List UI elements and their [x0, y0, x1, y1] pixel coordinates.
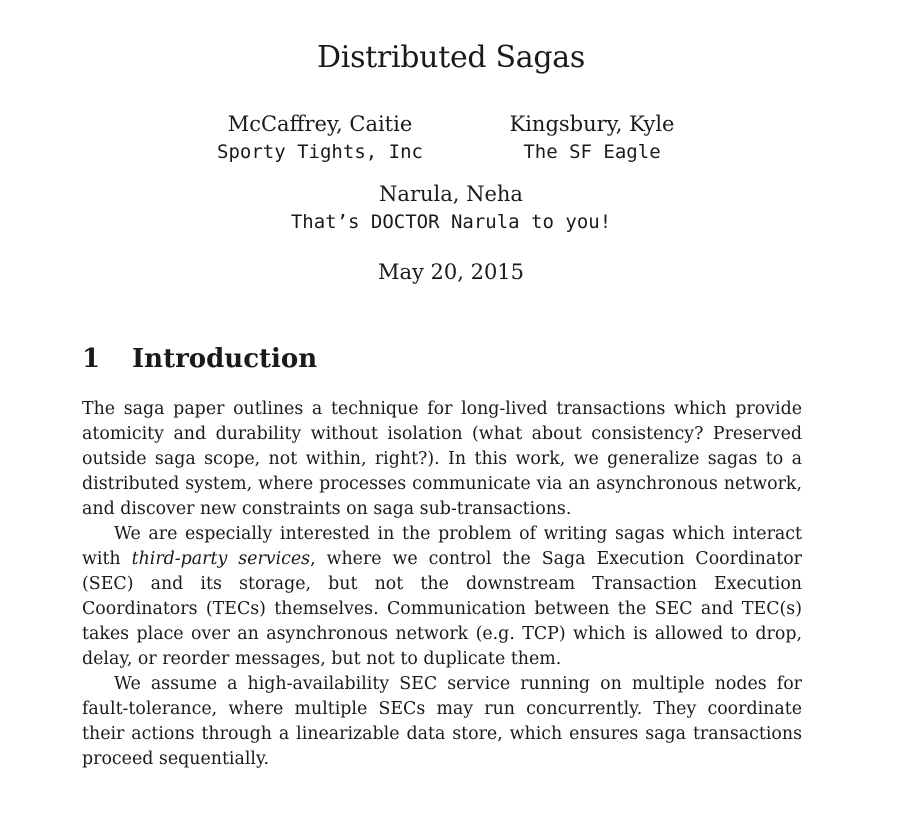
paragraph-2-emphasis: third-party services: [131, 549, 311, 569]
paper-title: Distributed Sagas: [317, 40, 585, 75]
author-block-kingsbury: [462, 110, 722, 166]
paragraph-2-text-start: We are especially interested in the problem of writing sagas which interact with: [82, 524, 802, 569]
paper-date: May 20, 2015: [377, 260, 525, 284]
section-title: Introduction: [132, 344, 318, 374]
author-affiliation: The SF Eagle: [523, 141, 661, 163]
section-heading: [82, 342, 317, 376]
author-affiliation: Sporty Tights, Inc: [217, 141, 423, 163]
author-block-mccaffrey: [190, 110, 450, 166]
section-body: [82, 397, 802, 772]
paragraph-2: [82, 522, 802, 672]
paragraph-1: The saga paper outlines a technique for long-lived transactions which provide atomicity and durability without isolation (what about consistency? Preserved outside saga scope, not within, right?). In this work, we generalize sagas to a distributed system, where processes communicate via an asynchronous network, and discover new constraints on saga sub-transactions.: [82, 399, 802, 519]
section-number: 1: [82, 344, 101, 374]
author-block-narula: [200, 180, 702, 236]
author-name: Narula, Neha: [379, 182, 523, 206]
author-affiliation: That’s DOCTOR Narula to you!: [290, 211, 612, 233]
author-name: McCaffrey, Caitie: [227, 112, 413, 136]
author-name: Kingsbury, Kyle: [509, 112, 675, 136]
paragraph-3: We assume a high-availability SEC service running on multiple nodes for fault-tolerance, where multiple SECs may run concurrently. They coordinate their actions through a linearizable data store, which ensures saga transactions proceed sequentially.: [82, 674, 802, 769]
paragraph-2-text-end: , where we control the Saga Execution Coordinator (SEC) and its storage, but not the downstream Transaction Execution Coordinators (TECs) themselves. Communication between the SEC and TEC(s) takes place over an asynchronous network (e.g. TCP) which is allowed to drop, delay, or reorder messages, but not to duplicate them.: [82, 549, 802, 669]
